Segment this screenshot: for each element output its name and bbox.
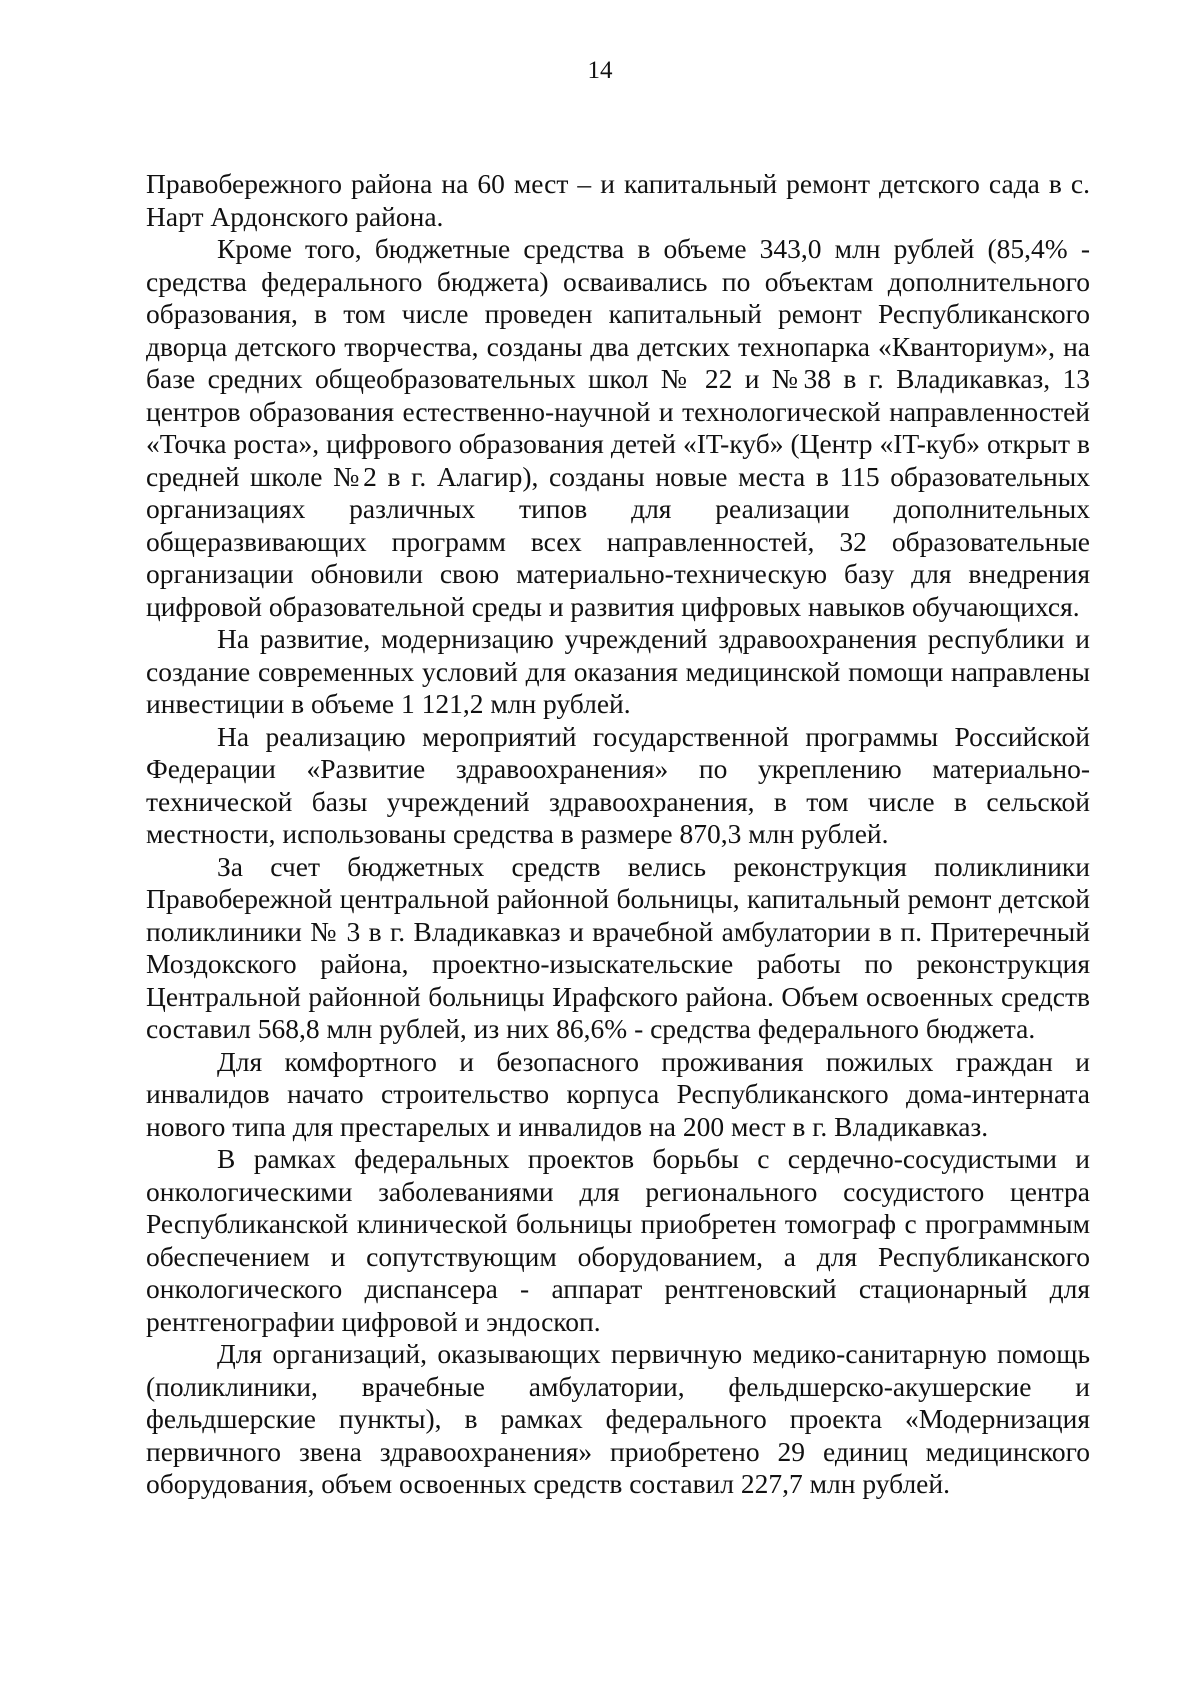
paragraph-reconstruction: За счет бюджетных средств велись реконструкция поликлиники Правобережной центральной районной больницы, капитальный ремонт детской поликлиники № 3 в г. Владикавказ и врачебной амбулатории в п. Притеречный Моздокского района, проектно-изыскательские работы по реконструкция Центральной районной больницы Ирафского района. Объем освоенных средств составил 568,8 млн рублей, из них 86,6% - средства федерального бюджета. [146,850,1090,1044]
paragraph-additional-education: Кроме того, бюджетные средства в объеме 343,0 млн рублей (85,4% - средства федерального бюджета) осваивались по объектам дополнительного образования, в том числе проведен капитальный ремонт Республиканского дворца детского творчества, созданы два детских технопарка «Кванториум», на базе средних общеобразовательных школ № 22 и №38 в г. Владикавказ, 13 центров образования естественно-научной и технологической направленностей «Точка роста», цифрового образования детей «IT-куб» (Центр «IT-куб» открыт в средней школе №2 в г. Алагир), созданы новые места в 115 образовательных организациях различных типов для реализации дополнительных общеразвивающих программ всех направленностей, 32 образовательные организации обновили свою материально-техническую базу для внедрения цифровой образовательной среды и развития цифровых навыков обучающихся. [146,233,1090,622]
document-body [146,168,1090,1501]
paragraph-elderly-care: Для комфортного и безопасного проживания пожилых граждан и инвалидов начато строительство корпуса Республиканского дома-интерната нового типа для престарелых и инвалидов на 200 мест в г. Владикавказ. [146,1045,1090,1142]
paragraph-continuation: Правобережного района на 60 мест – и капитальный ремонт детского сада в с. Нарт Ардонского района. [146,168,1090,232]
paragraph-primary-care: Для организаций, оказывающих первичную медико-санитарную помощь (поликлиники, врачебные амбулатории, фельдшерско-акушерские и фельдшерские пункты), в рамках федерального проекта «Модернизация первичного звена здравоохранения» приобретено 29 единиц медицинского оборудования, объем освоенных средств составил 227,7 млн рублей. [146,1338,1090,1499]
paragraph-healthcare-investment: На развитие, модернизацию учреждений здравоохранения республики и создание современных условий для оказания медицинской помощи направлены инвестиции в объеме 1 121,2 млн рублей. [146,623,1090,719]
paragraph-state-program: На реализацию мероприятий государственной программы Российской Федерации «Развитие здравоохранения» по укреплению материально-технической базы учреждений здравоохранения, в том числе в сельской местности, использованы средства в размере 870,3 млн рублей. [146,720,1090,849]
page-number: 14 [587,57,613,84]
paragraph-federal-projects: В рамках федеральных проектов борьбы с сердечно-сосудистыми и онкологическими заболеваниями для регионального сосудистого центра Республиканской клинической больницы приобретен томограф с программным обеспечением и сопутствующим оборудованием, а для Республиканского онкологического диспансера - аппарат рентгеновский стационарный для рентгенографии цифровой и эндоскоп. [146,1143,1090,1337]
